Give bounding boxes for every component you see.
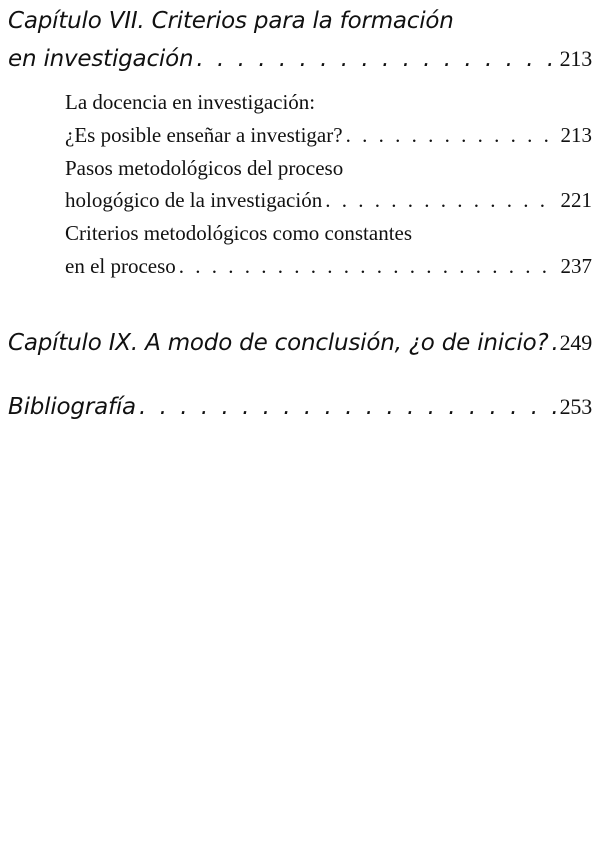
chapter-7-title-text-1: Capítulo VII. Criterios para la formación [8, 8, 454, 34]
chapter-7-page-number: 213 [559, 46, 592, 71]
toc-entry-2-page-number: 221 [560, 188, 592, 212]
toc-entry-1-text-2: ¿Es posible enseñar a investigar? [65, 123, 343, 147]
dot-leader [196, 46, 555, 72]
toc-entry-3-text-1: Criterios metodológicos como constantes [65, 221, 413, 245]
toc-entry-3-line-2 [65, 254, 592, 279]
chapter-7-title-line-1 [8, 8, 592, 34]
bibliography-title-text: Bibliografía [8, 394, 136, 420]
chapter-7-title-text-2: en investigación [8, 46, 194, 72]
dot-leader [179, 254, 557, 279]
toc-entry-1-line-2 [65, 123, 592, 148]
toc-entry-1-page-number: 213 [560, 123, 592, 147]
chapter-9-title-text: Capítulo IX. A modo de conclusión, ¿o de inicio? [8, 330, 549, 356]
bibliography-page-number: 253 [559, 394, 592, 419]
toc-entry-2-line-1 [65, 156, 592, 181]
toc-entry-1-line-1 [65, 90, 592, 115]
toc-entry-2-line-2 [65, 188, 592, 213]
toc-entry-3-text-2: en el proceso [65, 254, 176, 278]
toc-entry-3-line-1 [65, 221, 592, 246]
toc-entry-2-text-1: Pasos metodológicos del proceso [65, 156, 344, 180]
chapter-9-page-number: 249 [559, 330, 592, 355]
dot-leader [346, 123, 557, 148]
dot-leader [325, 188, 556, 213]
toc-entry-2-text-2: hologógico de la investigación [65, 188, 323, 212]
chapter-7-title-line-2 [8, 46, 592, 72]
bibliography-line [8, 394, 592, 420]
toc-entry-1-text-1: La docencia en investigación: [65, 90, 316, 114]
dot-leader [552, 330, 556, 356]
dot-leader [139, 394, 556, 420]
toc-entry-3-page-number: 237 [560, 254, 592, 278]
chapter-9-line [8, 330, 592, 356]
